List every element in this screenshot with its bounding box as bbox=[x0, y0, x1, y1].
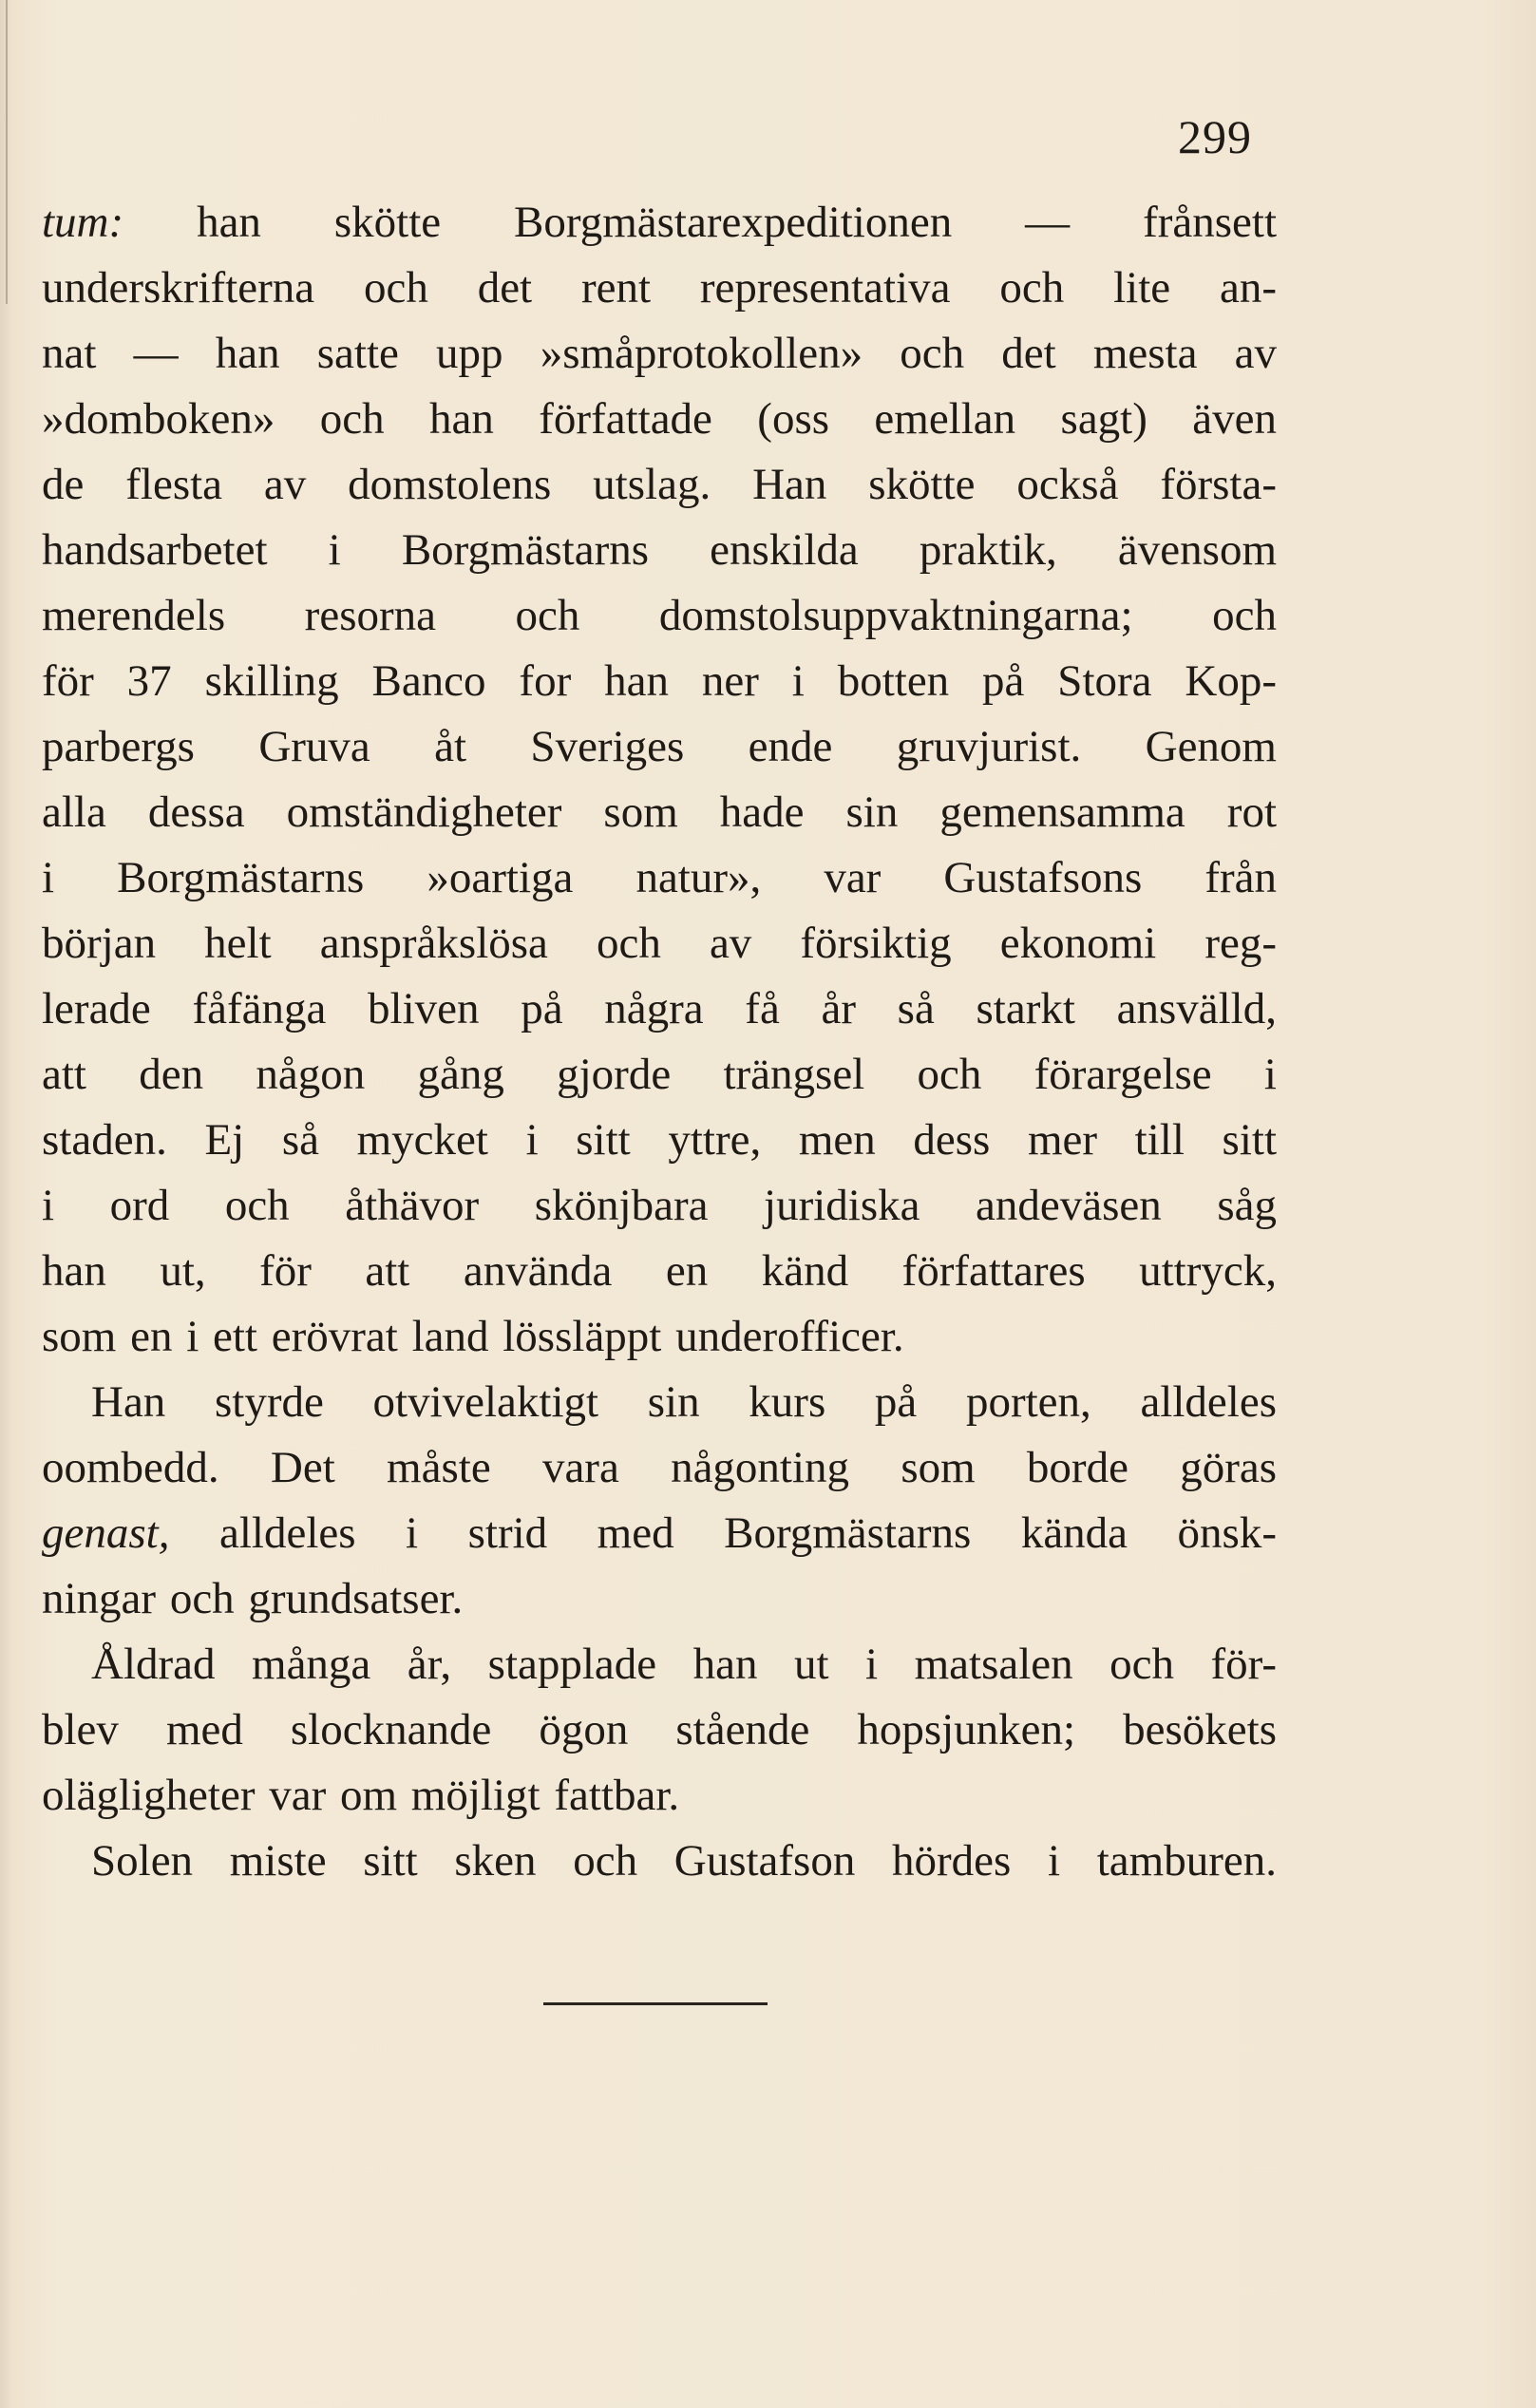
text-line: alla dessa omständigheter som hade sin gemensamma rot bbox=[42, 787, 1277, 837]
text-line: han ut, för att använda en känd författares uttryck, bbox=[42, 1246, 1277, 1296]
italic-word: genast, bbox=[42, 1508, 170, 1558]
text-line: Solen miste sitt sken och Gustafson hördes i tamburen. bbox=[91, 1836, 1277, 1886]
text-line: oombedd. Det måste vara någonting som borde göras bbox=[42, 1443, 1277, 1492]
text-line: tum: han skötte Borgmästarexpeditionen — frånsett bbox=[42, 198, 1277, 247]
text-line: början helt anspråkslösa och av försiktig ekonomi reg- bbox=[42, 919, 1277, 968]
text-line: parbergs Gruva åt Sveriges ende gruvjurist. Genom bbox=[42, 722, 1277, 771]
page-edge-shadow bbox=[6, 0, 8, 304]
text-line: Åldrad många år, stapplade han ut i matsalen och för- bbox=[91, 1640, 1277, 1689]
text-line: de flesta av domstolens utslag. Han skötte också första- bbox=[42, 460, 1277, 509]
text-line: lerade fåfänga bliven på några få år så starkt ansvälld, bbox=[42, 984, 1277, 1033]
text-line: i Borgmästarns »oartiga natur», var Gustafsons från bbox=[42, 853, 1277, 902]
page-number: 299 bbox=[1178, 110, 1252, 163]
text-line: merendels resorna och domstolsuppvaktningarna; och bbox=[42, 591, 1277, 640]
text-line: Han styrde otvivelaktigt sin kurs på porten, alldeles bbox=[91, 1377, 1277, 1427]
text-line: nat — han satte upp »småprotokollen» och det mesta av bbox=[42, 329, 1277, 378]
italic-word: tum: bbox=[42, 198, 124, 247]
text-line: underskrifterna och det rent representativa och lite an- bbox=[42, 263, 1277, 313]
text-line: i ord och åthävor skönjbara juridiska andeväsen såg bbox=[42, 1181, 1277, 1230]
text-line: för 37 skilling Banco for han ner i botten på Stora Kop- bbox=[42, 656, 1277, 706]
text-line: »domboken» och han författade (oss emellan sagt) även bbox=[42, 394, 1277, 444]
text-line: som en i ett erövrat land lössläppt underofficer. bbox=[42, 1312, 904, 1361]
text-line: genast, alldeles i strid med Borgmästarns kända önsk- bbox=[42, 1508, 1277, 1558]
text-line: handsarbetet i Borgmästarns enskilda praktik, ävensom bbox=[42, 525, 1277, 575]
end-rule bbox=[543, 2002, 768, 2005]
body-text bbox=[42, 190, 1277, 1894]
text-line: blev med slocknande ögon stående hopsjunken; besökets bbox=[42, 1705, 1277, 1754]
text-line: staden. Ej så mycket i sitt yttre, men dess mer till sitt bbox=[42, 1115, 1277, 1165]
text-line: olägligheter var om möjligt fattbar. bbox=[42, 1771, 680, 1820]
text-line: ningar och grundsatser. bbox=[42, 1574, 464, 1623]
text-line: att den någon gång gjorde trängsel och förargelse i bbox=[42, 1050, 1277, 1099]
